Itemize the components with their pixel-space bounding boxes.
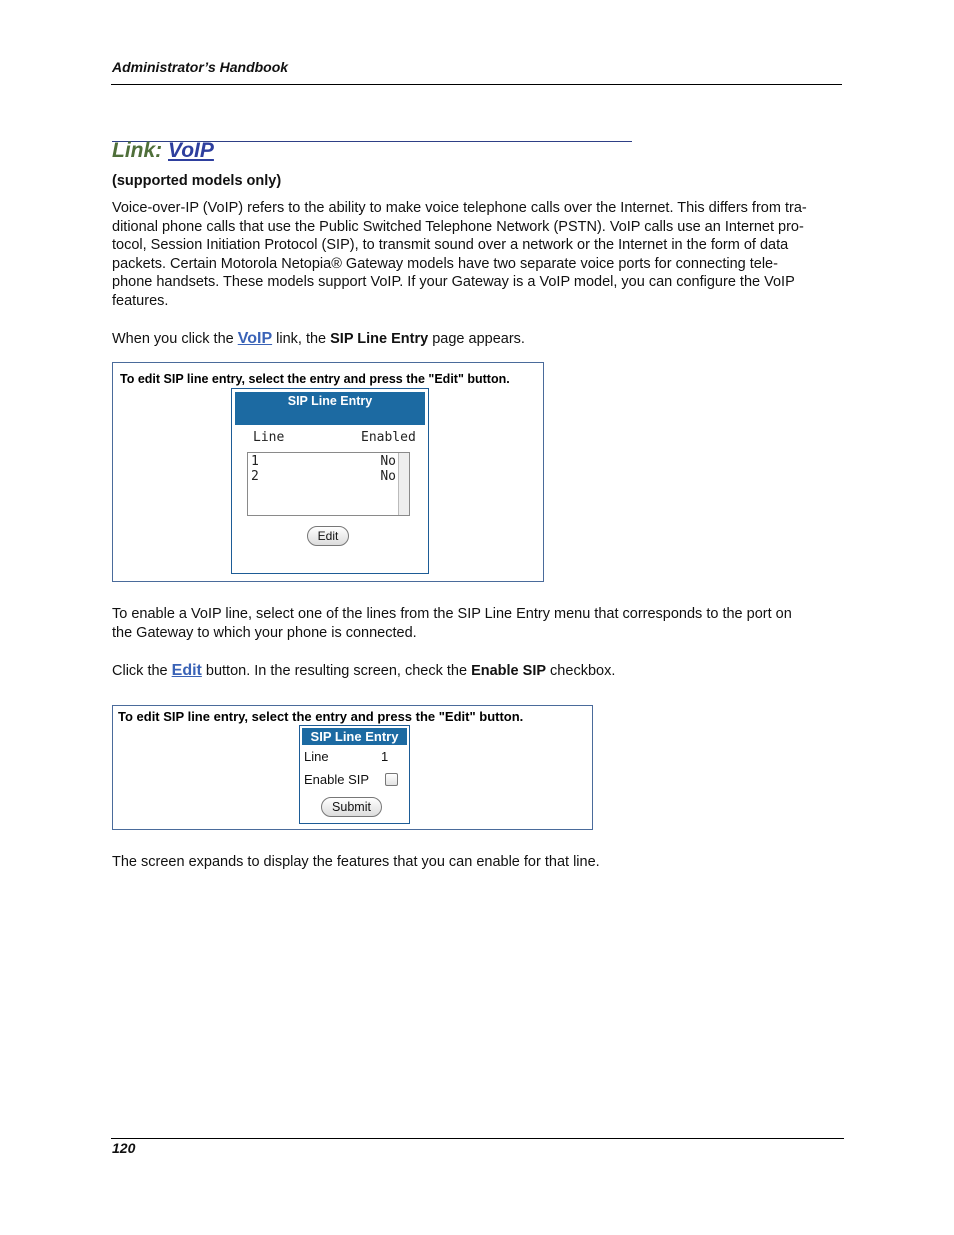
section-subtitle: (supported models only) bbox=[112, 173, 282, 189]
closing-sentence: The screen expands to display the features that you can enable for that line. bbox=[112, 854, 600, 870]
enable-line: the Gateway to which your phone is connected. bbox=[112, 624, 417, 641]
click-voip-sentence bbox=[112, 330, 842, 349]
page-number: 120 bbox=[112, 1140, 136, 1156]
voip-link[interactable]: VoIP bbox=[237, 330, 273, 347]
sip-line-entry-panel bbox=[231, 388, 429, 574]
line-value: 1 bbox=[381, 749, 389, 764]
intro-line: phone handsets. These models support VoIP. If your Gateway is a VoIP model, you can configure the VoIP bbox=[112, 274, 795, 290]
section-title bbox=[112, 139, 214, 163]
screenshot-sip-line-entry-edit bbox=[112, 705, 593, 830]
click-voip-post: page appears. bbox=[428, 331, 525, 347]
enable-sip-checkbox[interactable] bbox=[385, 773, 398, 786]
edit-button[interactable]: Edit bbox=[307, 526, 349, 546]
list-item-enabled: No bbox=[380, 469, 396, 484]
click-edit-mid: button. In the resulting screen, check the bbox=[201, 663, 472, 679]
intro-paragraph bbox=[112, 199, 842, 310]
intro-line: packets. Certain Motorola Netopia® Gateway models have two separate voice ports for connecting tele- bbox=[112, 255, 778, 272]
column-header-enabled: Enabled bbox=[361, 430, 416, 445]
intro-line: Voice-over-IP (VoIP) refers to the ability to make voice telephone calls over the Internet. This differs from tra- bbox=[112, 200, 807, 216]
sip-line-entry-panel bbox=[299, 725, 410, 824]
click-voip-mid: link, the bbox=[272, 331, 331, 347]
enable-sip-bold: Enable SIP bbox=[471, 663, 547, 679]
section-title-link[interactable]: VoIP bbox=[168, 139, 214, 162]
click-edit-sentence bbox=[112, 662, 842, 681]
list-item-line: 1 bbox=[251, 454, 259, 469]
click-voip-pre: When you click the bbox=[112, 331, 238, 347]
sip-line-entry-bold: SIP Line Entry bbox=[330, 331, 429, 347]
list-item-enabled: No bbox=[380, 454, 396, 469]
screenshot-caption: To edit SIP line entry, select the entry and press the "Edit" button. bbox=[118, 709, 524, 724]
submit-button[interactable]: Submit bbox=[321, 797, 382, 817]
enable-paragraph bbox=[112, 605, 842, 642]
running-header: Administrator’s Handbook bbox=[112, 59, 289, 75]
list-item-line: 2 bbox=[251, 469, 259, 484]
panel-title: SIP Line Entry bbox=[235, 392, 425, 425]
edit-link[interactable]: Edit bbox=[171, 662, 202, 679]
intro-line: ditional phone calls that use the Public Switched Telephone Network (PSTN). VoIP calls use an Internet pro- bbox=[112, 218, 804, 235]
panel-title: SIP Line Entry bbox=[302, 728, 407, 745]
click-edit-post: checkbox. bbox=[546, 663, 616, 679]
footer-rule bbox=[111, 1138, 844, 1139]
section-title-prefix: Link: bbox=[112, 139, 168, 162]
line-label: Line bbox=[304, 749, 329, 764]
intro-line: features. bbox=[112, 292, 169, 309]
screenshot-sip-line-entry-list bbox=[112, 362, 544, 582]
list-item[interactable] bbox=[251, 454, 396, 469]
header-rule bbox=[111, 84, 842, 85]
enable-sip-label: Enable SIP bbox=[304, 772, 370, 787]
column-header-line: Line bbox=[253, 430, 285, 445]
screenshot-caption: To edit SIP line entry, select the entry and press the "Edit" button. bbox=[120, 372, 510, 386]
enable-line: To enable a VoIP line, select one of the lines from the SIP Line Entry menu that corresponds to the port on bbox=[112, 606, 792, 622]
sip-line-listbox[interactable] bbox=[247, 452, 410, 516]
list-item[interactable] bbox=[251, 469, 396, 484]
listbox-scrollbar[interactable] bbox=[398, 453, 409, 515]
click-edit-pre: Click the bbox=[112, 663, 172, 679]
intro-line: tocol, Session Initiation Protocol (SIP), to transmit sound over a network or the Internet in the form of data bbox=[112, 237, 789, 253]
